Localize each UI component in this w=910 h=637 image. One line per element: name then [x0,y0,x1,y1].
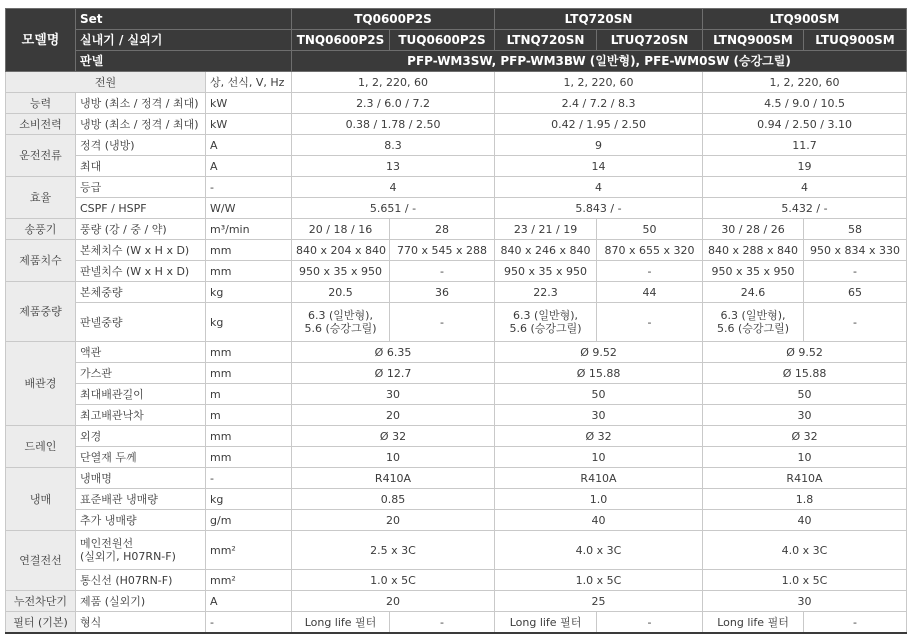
value-cell: 0.94 / 2.50 / 3.10 [703,114,907,135]
panel-weight-normal: 6.3 (일반형), [308,309,373,322]
unit-cell: m [206,384,292,405]
item-cell: 통신선 (H07RN-F) [76,570,206,591]
item-cell: 최대 [76,156,206,177]
item-cell: CSPF / HSPF [76,198,206,219]
unit-cell: mm [206,447,292,468]
item-cell: 표준배관 냉매량 [76,489,206,510]
value-cell: 30 [495,405,703,426]
value-cell: - [390,612,495,634]
value-cell: - [804,261,907,282]
indoor-outdoor-label: 실내기 / 실외기 [76,30,292,51]
indoor-model-2: LTNQ720SN [495,30,597,51]
value-cell: 1.0 x 5C [292,570,495,591]
value-cell [703,303,804,342]
category-power: 전원 [6,72,206,93]
header-row-set [6,9,907,30]
row-consumption [6,114,907,135]
value-cell: 950 x 35 x 950 [495,261,597,282]
value-cell: 40 [703,510,907,531]
value-cell: - [804,612,907,634]
row-refrigerant-standard [6,489,907,510]
unit-cell: mm [206,426,292,447]
value-cell: 20.5 [292,282,390,303]
value-cell: 770 x 545 x 288 [390,240,495,261]
value-cell: 10 [292,447,495,468]
panel-weight-lift: 5.6 (승강그릴) [304,322,377,335]
value-cell: 840 x 204 x 840 [292,240,390,261]
item-cell [76,531,206,570]
value-cell: 25 [495,591,703,612]
value-cell: 2.3 / 6.0 / 7.2 [292,93,495,114]
unit-cell: kg [206,282,292,303]
value-cell: 20 / 18 / 16 [292,219,390,240]
item-cell: 냉방 (최소 / 정격 / 최대) [76,93,206,114]
value-cell: 870 x 655 x 320 [597,240,703,261]
value-cell: 4.5 / 9.0 / 10.5 [703,93,907,114]
value-cell: 5.432 / - [703,198,907,219]
value-cell: 19 [703,156,907,177]
panel-weight-lift: 5.6 (승강그릴) [716,322,790,335]
item-cell: 풍량 (강 / 중 / 약) [76,219,206,240]
indoor-model-3: LTNQ900SM [703,30,804,51]
item-line: 메인전원선 [80,537,134,550]
value-cell: 22.3 [495,282,597,303]
unit-cell: g/m [206,510,292,531]
category-drain: 드레인 [6,426,76,468]
header-row-units [6,30,907,51]
row-capacity [6,93,907,114]
value-cell [292,303,390,342]
panel-label: 판넬 [76,51,292,72]
category-capacity: 능력 [6,93,76,114]
panel-weight-normal: 6.3 (일반형), [513,309,578,322]
unit-cell: kW [206,114,292,135]
item-cell: 판넬치수 (W x H x D) [76,261,206,282]
outdoor-model-2: LTUQ720SN [597,30,703,51]
value-cell: 28 [390,219,495,240]
unit-cell: mm [206,261,292,282]
category-breaker: 누전차단기 [6,591,76,612]
unit-cell: m [206,405,292,426]
value-cell: 840 x 288 x 840 [703,240,804,261]
value-cell: 2.4 / 7.2 / 8.3 [495,93,703,114]
value-cell: 50 [495,384,703,405]
value-cell: - [804,303,907,342]
value-cell: 840 x 246 x 840 [495,240,597,261]
value-cell: Ø 9.52 [703,342,907,363]
unit-cell: mm [206,342,292,363]
value-cell: 4.0 x 3C [703,531,907,570]
unit-cell: kg [206,489,292,510]
value-cell: 950 x 834 x 330 [804,240,907,261]
value-cell: 1, 2, 220, 60 [495,72,703,93]
row-power [6,72,907,93]
unit-cell: W/W [206,198,292,219]
value-cell: R410A [495,468,703,489]
item-cell: 외경 [76,426,206,447]
category-fan: 송풍기 [6,219,76,240]
value-cell: 4 [703,177,907,198]
category-dimensions: 제품치수 [6,240,76,282]
outdoor-model-1: TUQ0600P2S [390,30,495,51]
row-drain-outer [6,426,907,447]
item-cell: 등급 [76,177,206,198]
value-cell: 30 [703,405,907,426]
unit-cell: A [206,591,292,612]
item-cell: 가스관 [76,363,206,384]
value-cell: 65 [804,282,907,303]
value-cell: - [597,612,703,634]
unit-cell: m³/min [206,219,292,240]
item-cell: 최고배관낙차 [76,405,206,426]
row-filter [6,612,907,634]
header-row-panel [6,51,907,72]
unit-cell: mm² [206,570,292,591]
item-cell: 추가 냉매량 [76,510,206,531]
category-piping: 배관경 [6,342,76,426]
value-cell: Ø 32 [703,426,907,447]
unit-cell: A [206,156,292,177]
row-current-rated [6,135,907,156]
value-cell: 5.843 / - [495,198,703,219]
category-wiring: 연결전선 [6,531,76,591]
row-dimensions-panel [6,261,907,282]
row-piping-height [6,405,907,426]
value-cell: Ø 9.52 [495,342,703,363]
value-cell: 1, 2, 220, 60 [703,72,907,93]
value-cell: Long life 필터 [292,612,390,634]
set-model-3: LTQ900SM [703,9,907,30]
value-cell: 13 [292,156,495,177]
panel-weight-normal: 6.3 (일반형), [720,309,786,322]
value-cell: 30 [292,384,495,405]
row-piping-length [6,384,907,405]
value-cell: 9 [495,135,703,156]
value-cell [495,303,597,342]
value-cell: Long life 필터 [703,612,804,634]
item-cell: 냉매명 [76,468,206,489]
value-cell: 20 [292,591,495,612]
value-cell: 10 [703,447,907,468]
value-cell: 10 [495,447,703,468]
value-cell: Ø 15.88 [495,363,703,384]
value-cell: 0.38 / 1.78 / 2.50 [292,114,495,135]
value-cell: 1.0 [495,489,703,510]
unit-cell: mm [206,363,292,384]
row-wiring-comm [6,570,907,591]
value-cell: Ø 15.88 [703,363,907,384]
value-cell: 950 x 35 x 950 [703,261,804,282]
value-cell: 30 [703,591,907,612]
item-cell: 단열재 두께 [76,447,206,468]
unit-cell: 상, 선식, V, Hz [206,72,292,93]
value-cell: 20 [292,510,495,531]
value-cell: 30 / 28 / 26 [703,219,804,240]
row-efficiency-grade [6,177,907,198]
value-cell: - [390,303,495,342]
item-cell: 최대배관길이 [76,384,206,405]
value-cell: - [390,261,495,282]
unit-cell: mm² [206,531,292,570]
item-line: (실외기, H07RN-F) [80,550,176,563]
row-current-max [6,156,907,177]
unit-cell: kg [206,303,292,342]
value-cell: - [597,303,703,342]
value-cell: 8.3 [292,135,495,156]
value-cell: 58 [804,219,907,240]
value-cell: 14 [495,156,703,177]
value-cell: Ø 32 [495,426,703,447]
unit-cell: - [206,612,292,634]
category-filter: 필터 (기본) [6,612,76,634]
category-weight: 제품중량 [6,282,76,342]
row-fan [6,219,907,240]
unit-cell: mm [206,240,292,261]
item-cell: 정격 (냉방) [76,135,206,156]
panel-value: PFP-WM3SW, PFP-WM3BW (일반형), PFE-WM0SW (승강그릴) [292,51,907,72]
unit-cell: kW [206,93,292,114]
value-cell: 44 [597,282,703,303]
row-breaker [6,591,907,612]
value-cell: - [597,261,703,282]
indoor-model-1: TNQ0600P2S [292,30,390,51]
value-cell: 50 [597,219,703,240]
item-cell: 본체중량 [76,282,206,303]
category-refrigerant: 냉매 [6,468,76,531]
row-dimensions-body [6,240,907,261]
row-drain-insulation [6,447,907,468]
value-cell: R410A [292,468,495,489]
unit-cell: - [206,177,292,198]
value-cell: Ø 12.7 [292,363,495,384]
row-refrigerant-additional [6,510,907,531]
set-model-2: LTQ720SN [495,9,703,30]
value-cell: 20 [292,405,495,426]
unit-cell: - [206,468,292,489]
value-cell: 0.85 [292,489,495,510]
row-wiring-main [6,531,907,570]
set-model-1: TQ0600P2S [292,9,495,30]
value-cell: 5.651 / - [292,198,495,219]
row-weight-panel [6,303,907,342]
value-cell: 11.7 [703,135,907,156]
value-cell: 4 [292,177,495,198]
item-cell: 본체치수 (W x H x D) [76,240,206,261]
row-piping-liquid [6,342,907,363]
value-cell: 4.0 x 3C [495,531,703,570]
row-efficiency-cspf [6,198,907,219]
value-cell: 24.6 [703,282,804,303]
value-cell: R410A [703,468,907,489]
model-name-header: 모델명 [6,9,76,72]
value-cell: 40 [495,510,703,531]
value-cell: Ø 6.35 [292,342,495,363]
row-weight-body [6,282,907,303]
value-cell: 23 / 21 / 19 [495,219,597,240]
value-cell: Ø 32 [292,426,495,447]
panel-weight-lift: 5.6 (승강그릴) [509,322,582,335]
item-cell: 액관 [76,342,206,363]
unit-cell: A [206,135,292,156]
value-cell: 4 [495,177,703,198]
row-piping-gas [6,363,907,384]
category-efficiency: 효율 [6,177,76,219]
set-label: Set [76,9,292,30]
item-cell: 제품 (실외기) [76,591,206,612]
value-cell: 0.42 / 1.95 / 2.50 [495,114,703,135]
value-cell: 1, 2, 220, 60 [292,72,495,93]
spec-table [5,8,907,634]
value-cell: 2.5 x 3C [292,531,495,570]
value-cell: 1.0 x 5C [703,570,907,591]
value-cell: 950 x 35 x 950 [292,261,390,282]
value-cell: 50 [703,384,907,405]
category-consumption: 소비전력 [6,114,76,135]
value-cell: 36 [390,282,495,303]
row-refrigerant-name [6,468,907,489]
value-cell: 1.0 x 5C [495,570,703,591]
outdoor-model-3: LTUQ900SM [804,30,907,51]
item-cell: 형식 [76,612,206,634]
value-cell: Long life 필터 [495,612,597,634]
item-cell: 냉방 (최소 / 정격 / 최대) [76,114,206,135]
item-cell: 판넬중량 [76,303,206,342]
value-cell: 1.8 [703,489,907,510]
category-current: 운전전류 [6,135,76,177]
